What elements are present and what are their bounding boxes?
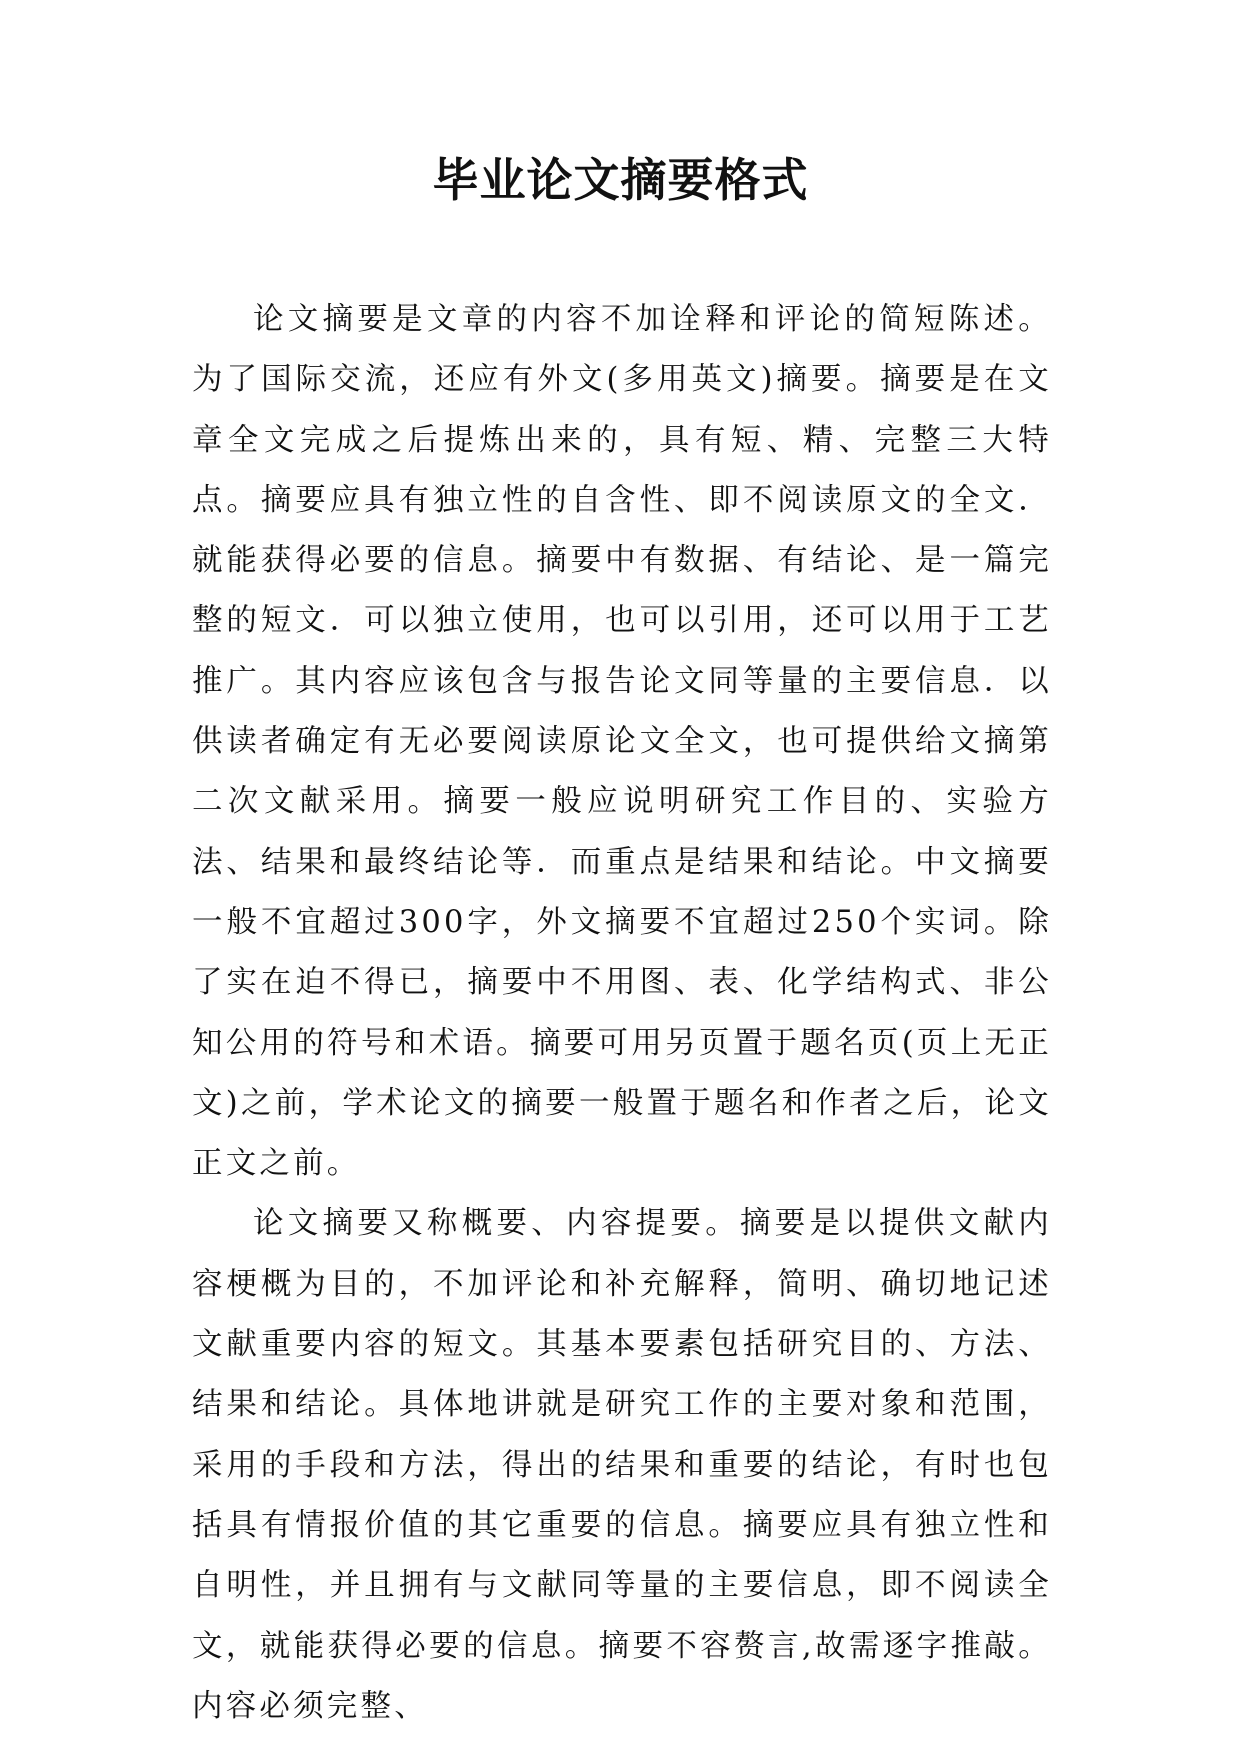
body-paragraph-1: 论文摘要是文章的内容不加诠释和评论的简短陈述。为了国际交流，还应有外文(多用英文)摘要。摘要是在文章全文完成之后提炼出来的，具有短、精、完整三大特点。摘要应具有独立性的自含性、即不阅读原文的全文．就能获得必要的信息。摘要中有数据、有结论、是一篇完整的短文．可以独立使用，也可以引用，还可以用于工艺推广。其内容应该包含与报告论文同等量的主要信息．以供读者确定有无必要阅读原论文全文，也可提供给文摘第二次文献采用。摘要一般应说明研究工作目的、实验方法、结果和最终结论等．而重点是结果和结论。中文摘要一般不宜超过300字，外文摘要不宜超过250个实词。除了实在迫不得已，摘要中不用图、表、化学结构式、非公知公用的符号和术语。摘要可用另页置于题名页(页上无正文)之前，学术论文的摘要一般置于题名和作者之后，论文正文之前。 [192, 302, 1052, 1182]
document-title: 毕业论文摘要格式 [432, 153, 809, 207]
document-body [192, 290, 1052, 1737]
body-paragraph-2: 论文摘要又称概要、内容提要。摘要是以提供文献内容梗概为目的，不加评论和补充解释，简明、确切地记述文献重要内容的短文。其基本要素包括研究目的、方法、结果和结论。具体地讲就是研究工作的主要对象和范围，采用的手段和方法，得出的结果和重要的结论，有时也包括具有情报价值的其它重要的信息。摘要应具有独立性和自明性，并且拥有与文献同等量的主要信息，即不阅读全文，就能获得必要的信息。摘要不容赘言,故需逐字推敲。内容必须完整、 [192, 1206, 1052, 1724]
